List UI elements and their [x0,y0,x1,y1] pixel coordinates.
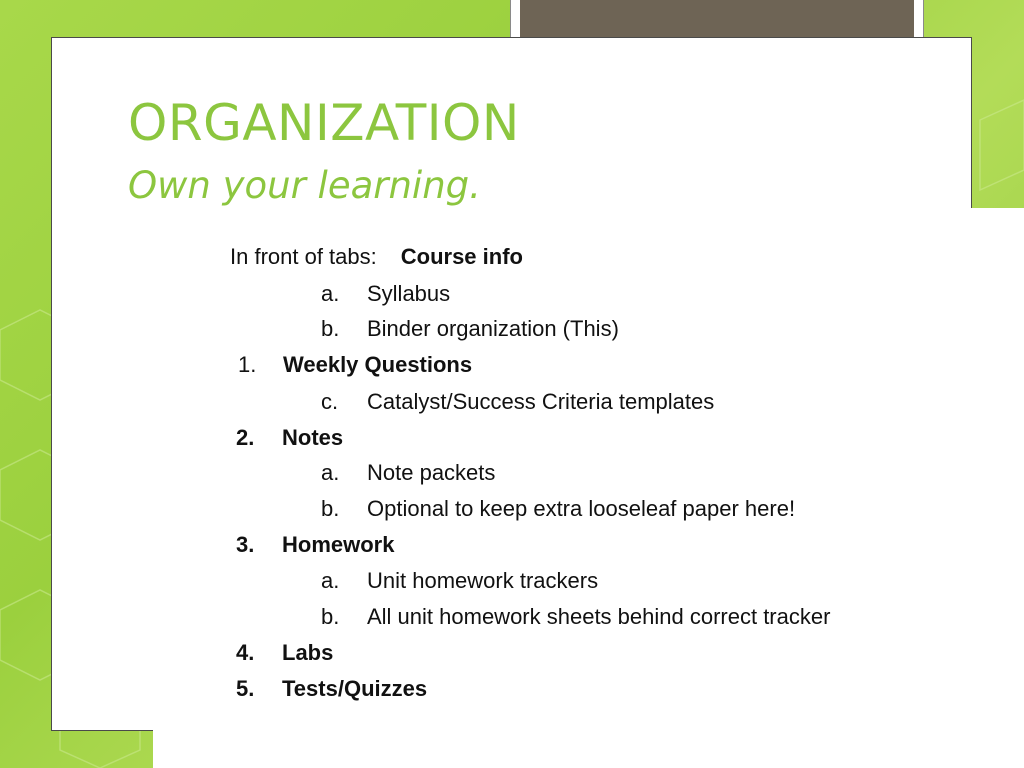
section-title: Homework [282,532,395,557]
slide-title: ORGANIZATION [128,94,520,152]
list-item [321,567,598,595]
item-marker: a. [321,568,340,593]
intro-label: In front of tabs: [230,244,377,269]
section-title: Weekly Questions [283,352,473,377]
section-number: 4. [236,640,255,665]
item-marker: b. [321,604,340,629]
list-item [321,388,714,416]
section-heading [238,351,472,379]
item-marker: a. [321,281,340,306]
section-number: 2. [236,425,255,450]
item-text: Optional to keep extra looseleaf paper here! [367,496,796,521]
list-item [321,280,450,308]
section-number: 1. [238,352,257,377]
section-title: Labs [282,640,334,665]
list-item [321,459,495,487]
item-text: All unit homework sheets behind correct tracker [367,604,831,629]
item-marker: c. [321,389,339,414]
item-marker: b. [321,316,340,341]
intro-line [230,243,523,271]
item-marker: a. [321,460,340,485]
section-heading [236,675,427,703]
item-marker: b. [321,496,340,521]
slide-subtitle: Own your learning. [128,164,481,207]
section-heading [236,424,343,452]
section-number: 5. [236,676,255,701]
section-number: 3. [236,532,255,557]
list-item [321,603,830,631]
list-item [321,495,795,523]
section-title: Tests/Quizzes [282,676,428,701]
item-text: Unit homework trackers [367,568,599,593]
intro-heading: Course info [400,244,523,269]
section-heading [236,639,333,667]
item-text: Catalyst/Success Criteria templates [367,389,715,414]
item-text: Syllabus [367,281,451,306]
section-title: Notes [282,425,344,450]
item-text: Binder organization (This) [367,316,619,341]
binder-outline-image [153,208,1024,768]
section-heading [236,531,394,559]
item-text: Note packets [367,460,496,485]
list-item [321,315,619,343]
